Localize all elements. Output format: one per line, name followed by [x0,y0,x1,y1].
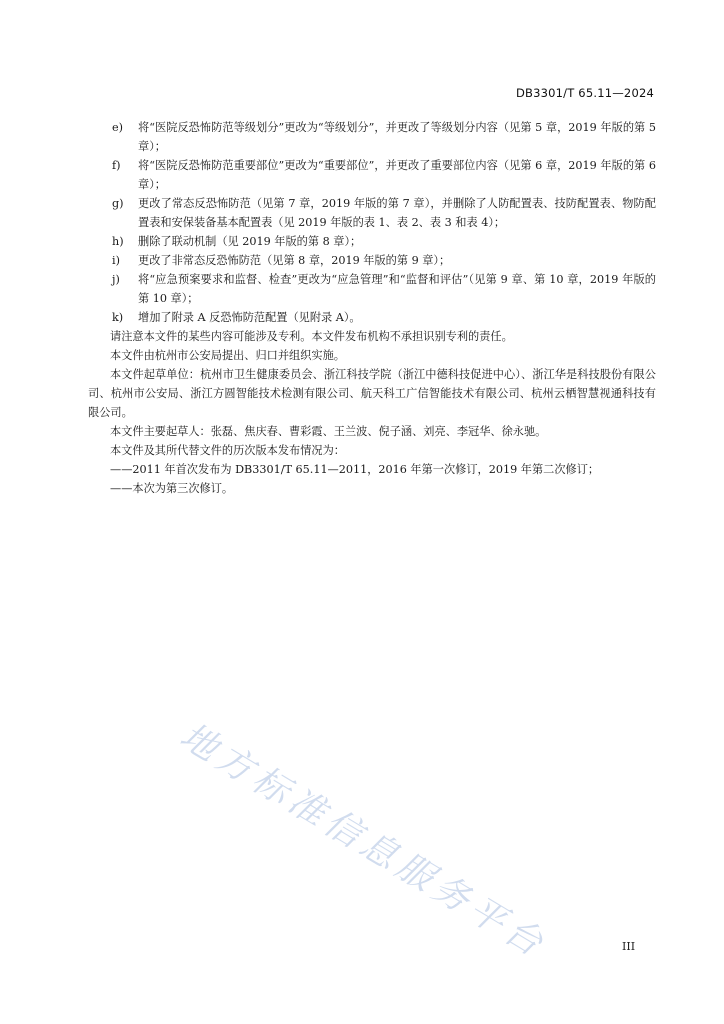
list-item [88,232,656,251]
list-text: 更改了常态反恐怖防范（见第 7 章，2019 年版的第 7 章），并删除了人防配置表、技防配置表、物防配置表和安保装备基本配置表（见 2019 年版的表 1、表 2、表 3 和表 4）； [138,197,656,229]
document-code: DB3301/T 65.11—2024 [515,86,654,100]
watermark: 地方标准信息服务平台 [172,715,555,967]
list-text: 将“医院反恐怖防范等级划分”更改为“等级划分”，并更改了等级划分内容（见第 5 章，2019 年版的第 5 章）； [138,121,656,153]
list-marker: h) [112,235,124,248]
proposer-paragraph: 本文件由杭州市公安局提出、归口并组织实施。 [110,349,345,362]
list-text: 更改了非常态反恐怖防范（见第 8 章，2019 年版的第 9 章）； [138,254,451,267]
list-text: 将“医院反恐怖防范重要部位”更改为“重要部位”，并更改了重要部位内容（见第 6 章，2019 年版的第 6 章）； [138,159,656,191]
list-text: 将“应急预案要求和监督、检查”更改为“应急管理”和“监督和评估”（见第 9 章、第 10 章，2019 年版的第 10 章）； [138,273,656,305]
list-marker: f) [112,159,121,172]
list-item [88,251,656,270]
list-marker: k) [112,311,124,324]
drafters-paragraph: 本文件主要起草人：张磊、焦庆春、曹彩霞、王兰波、倪子涵、刘亮、李冠华、徐永驰。 [110,425,547,438]
list-text: 删除了联动机制（见 2019 年版的第 8 章）； [138,235,362,248]
list-item [88,308,656,327]
list-text: 增加了附录 A 反恐怖防范配置（见附录 A）。 [138,311,361,324]
list-item [88,270,656,308]
drafting-units-paragraph: 本文件起草单位：杭州市卫生健康委员会、浙江科技学院（浙江中德科技促进中心）、浙江华是科技股份有限公司、杭州市公安局、浙江方圆智能技术检测有限公司、航天科工广信智能技术有限公司、杭州云栖智慧视通科技有限公司。 [88,368,656,419]
history-intro: 本文件及其所代替文件的历次版本发布情况为： [110,444,345,457]
page-number: III [622,940,636,953]
list-marker: g) [112,197,124,210]
patent-notice: 请注意本文件的某些内容可能涉及专利。本文件发布机构不承担识别专利的责任。 [110,330,513,343]
list-item [88,156,656,194]
list-item [88,194,656,232]
document-body [88,118,656,498]
list-item [88,118,656,156]
list-marker: j) [112,273,120,286]
list-marker: e) [112,121,123,134]
history-line: ——本次为第三次修订。 [110,482,234,495]
list-marker: i) [112,254,120,267]
history-line: ——2011 年首次发布为 DB3301/T 65.11—2011，2016 年第一次修订，2019 年第二次修订； [110,463,600,476]
